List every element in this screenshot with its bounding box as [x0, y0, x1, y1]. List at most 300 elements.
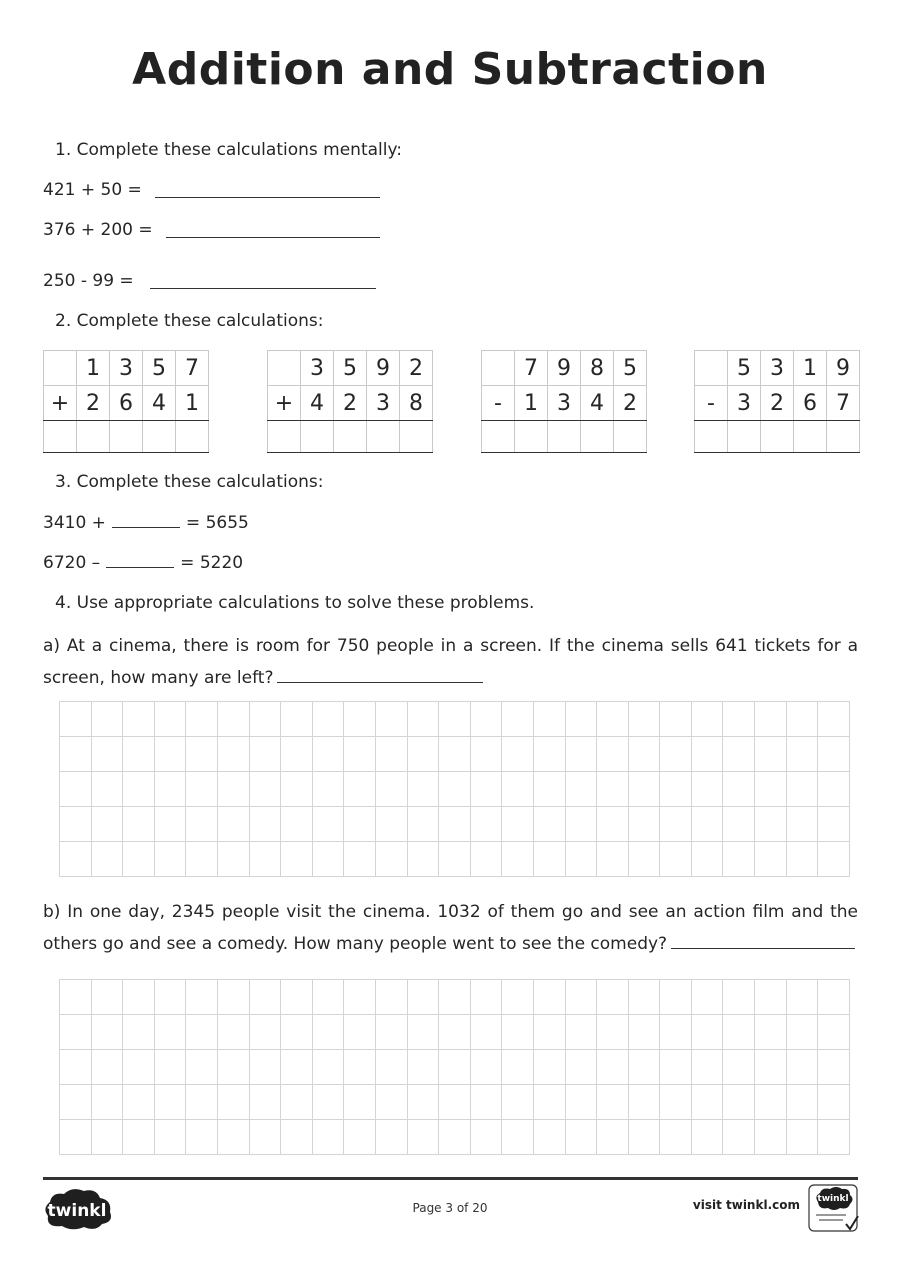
working-grid-cell[interactable] [91, 1015, 123, 1050]
working-grid-cell[interactable] [281, 842, 313, 877]
working-grid-cell[interactable] [818, 1085, 850, 1120]
answer-cell[interactable] [44, 421, 77, 453]
working-grid-cell[interactable] [597, 772, 629, 807]
working-grid-cell[interactable] [375, 1015, 407, 1050]
working-grid-cell[interactable] [628, 807, 660, 842]
grid-cell: 6 [794, 386, 827, 421]
working-grid-cell[interactable] [565, 807, 597, 842]
working-grid-cell[interactable] [755, 807, 787, 842]
working-grid-cell[interactable] [154, 1085, 186, 1120]
answer-cell[interactable] [176, 421, 209, 453]
working-grid-cell[interactable] [786, 980, 818, 1015]
working-grid-cell[interactable] [344, 1120, 376, 1155]
working-grid-cell[interactable] [565, 1050, 597, 1085]
working-grid-cell[interactable] [407, 1085, 439, 1120]
working-grid-cell[interactable] [249, 1085, 281, 1120]
working-grid-cell[interactable] [281, 702, 313, 737]
working-grid-cell[interactable] [186, 807, 218, 842]
working-grid-cell[interactable] [281, 1015, 313, 1050]
grid-cell: 4 [581, 386, 614, 421]
working-grid-cell[interactable] [407, 772, 439, 807]
working-grid-cell[interactable] [470, 1050, 502, 1085]
answer-cell[interactable] [548, 421, 581, 453]
grid-cell: - [695, 386, 728, 421]
working-grid-cell[interactable] [597, 980, 629, 1015]
answer-cell[interactable] [581, 421, 614, 453]
working-grid-cell[interactable] [60, 1085, 92, 1120]
working-grid-cell[interactable] [597, 737, 629, 772]
working-grid-cell[interactable] [786, 807, 818, 842]
answer-cell[interactable] [334, 421, 367, 453]
answer-cell[interactable] [614, 421, 647, 453]
working-grid-cell[interactable] [533, 1120, 565, 1155]
working-grid-cell[interactable] [660, 842, 692, 877]
working-grid-cell[interactable] [755, 980, 787, 1015]
working-grid-cell[interactable] [502, 1120, 534, 1155]
working-grid-cell[interactable] [281, 1120, 313, 1155]
grid-cell: 7 [827, 386, 860, 421]
working-grid-cell[interactable] [123, 772, 155, 807]
answer-cell[interactable] [515, 421, 548, 453]
working-grid-cell[interactable] [60, 702, 92, 737]
answer-cell[interactable] [367, 421, 400, 453]
working-grid-cell[interactable] [439, 702, 471, 737]
working-grid-cell[interactable] [755, 772, 787, 807]
working-grid-cell[interactable] [217, 1085, 249, 1120]
working-grid-cell[interactable] [154, 702, 186, 737]
working-grid-cell[interactable] [723, 1015, 755, 1050]
working-grid-cell[interactable] [470, 702, 502, 737]
working-grid-cell[interactable] [60, 1015, 92, 1050]
working-grid-cell[interactable] [818, 772, 850, 807]
working-grid-cell[interactable] [375, 702, 407, 737]
working-grid-cell[interactable] [154, 772, 186, 807]
working-grid-cell[interactable] [691, 807, 723, 842]
working-grid-cell[interactable] [154, 807, 186, 842]
working-grid-cell[interactable] [533, 737, 565, 772]
working-grid-cell[interactable] [755, 702, 787, 737]
working-grid-cell[interactable] [723, 807, 755, 842]
twinkl-logo-text: twinkl [47, 1201, 107, 1221]
q1-answer-line-3[interactable] [150, 288, 376, 289]
working-grid-cell[interactable] [786, 1050, 818, 1085]
answer-cell[interactable] [301, 421, 334, 453]
working-grid-cell[interactable] [502, 842, 534, 877]
working-grid-cell[interactable] [818, 842, 850, 877]
working-grid-cell[interactable] [818, 807, 850, 842]
working-grid-cell[interactable] [691, 980, 723, 1015]
working-grid-cell[interactable] [818, 1120, 850, 1155]
working-grid-cell[interactable] [660, 1085, 692, 1120]
working-grid-cell[interactable] [60, 807, 92, 842]
answer-cell[interactable] [77, 421, 110, 453]
working-grid-cell[interactable] [60, 980, 92, 1015]
working-grid-cell[interactable] [818, 1050, 850, 1085]
q1-heading: 1. Complete these calculations mentally: [55, 140, 403, 160]
working-grid-cell[interactable] [407, 737, 439, 772]
working-grid-cell[interactable] [502, 1015, 534, 1050]
answer-cell[interactable] [794, 421, 827, 453]
working-grid-cell[interactable] [375, 1120, 407, 1155]
working-grid-cell[interactable] [502, 702, 534, 737]
working-grid-cell[interactable] [217, 807, 249, 842]
working-grid-cell[interactable] [439, 1015, 471, 1050]
working-grid-cell[interactable] [502, 737, 534, 772]
answer-cell[interactable] [827, 421, 860, 453]
working-grid-cell[interactable] [628, 1120, 660, 1155]
working-grid-b[interactable] [59, 979, 850, 1155]
working-grid-cell[interactable] [123, 1120, 155, 1155]
working-grid-cell[interactable] [660, 980, 692, 1015]
working-grid-cell[interactable] [344, 842, 376, 877]
working-grid-cell[interactable] [91, 1120, 123, 1155]
working-grid-cell[interactable] [249, 980, 281, 1015]
working-grid-cell[interactable] [565, 737, 597, 772]
working-grid-cell[interactable] [249, 737, 281, 772]
working-grid-cell[interactable] [154, 980, 186, 1015]
working-grid-cell[interactable] [628, 1050, 660, 1085]
working-grid-cell[interactable] [786, 737, 818, 772]
working-grid-cell[interactable] [60, 772, 92, 807]
working-grid-cell[interactable] [533, 702, 565, 737]
working-grid-cell[interactable] [312, 1015, 344, 1050]
working-grid-cell[interactable] [249, 1050, 281, 1085]
working-grid-cell[interactable] [502, 807, 534, 842]
answer-cell[interactable] [761, 421, 794, 453]
working-grid-cell[interactable] [312, 737, 344, 772]
grid-cell: - [482, 386, 515, 421]
grid-cell: 3 [761, 351, 794, 386]
working-grid-cell[interactable] [786, 842, 818, 877]
answer-cell[interactable] [695, 421, 728, 453]
working-grid-cell[interactable] [154, 1015, 186, 1050]
working-grid-cell[interactable] [628, 1085, 660, 1120]
working-grid-cell[interactable] [186, 842, 218, 877]
working-grid-cell[interactable] [565, 772, 597, 807]
answer-cell[interactable] [728, 421, 761, 453]
working-grid-cell[interactable] [818, 980, 850, 1015]
working-grid-cell[interactable] [818, 702, 850, 737]
working-grid-cell[interactable] [344, 737, 376, 772]
working-grid-cell[interactable] [375, 1085, 407, 1120]
working-grid-cell[interactable] [533, 1050, 565, 1085]
working-grid-cell[interactable] [344, 980, 376, 1015]
working-grid-cell[interactable] [755, 737, 787, 772]
calc-grid-3 [481, 350, 647, 453]
working-grid-cell[interactable] [723, 737, 755, 772]
working-grid-cell[interactable] [565, 980, 597, 1015]
working-grid-cell[interactable] [628, 737, 660, 772]
working-grid-cell[interactable] [691, 772, 723, 807]
working-grid-cell[interactable] [597, 1120, 629, 1155]
working-grid-cell[interactable] [818, 737, 850, 772]
working-grid-cell[interactable] [186, 1015, 218, 1050]
working-grid-cell[interactable] [439, 980, 471, 1015]
working-grid-cell[interactable] [60, 1050, 92, 1085]
working-grid-cell[interactable] [439, 1050, 471, 1085]
working-grid-cell[interactable] [502, 980, 534, 1015]
working-grid-cell[interactable] [470, 772, 502, 807]
working-grid-cell[interactable] [439, 807, 471, 842]
answer-cell[interactable] [143, 421, 176, 453]
working-grid-cell[interactable] [281, 807, 313, 842]
working-grid-cell[interactable] [533, 807, 565, 842]
working-grid-cell[interactable] [375, 842, 407, 877]
q4-heading: 4. Use appropriate calculations to solve these problems. [55, 593, 535, 613]
working-grid-cell[interactable] [502, 1085, 534, 1120]
working-grid-cell[interactable] [217, 702, 249, 737]
q4b-answer-line[interactable] [671, 947, 855, 949]
working-grid-cell[interactable] [186, 772, 218, 807]
working-grid-cell[interactable] [597, 1085, 629, 1120]
working-grid-cell[interactable] [249, 842, 281, 877]
working-grid-cell[interactable] [344, 1050, 376, 1085]
working-grid-cell[interactable] [312, 807, 344, 842]
working-grid-cell[interactable] [628, 772, 660, 807]
working-grid-cell[interactable] [786, 702, 818, 737]
working-grid-cell[interactable] [186, 737, 218, 772]
working-grid-cell[interactable] [533, 1085, 565, 1120]
working-grid-cell[interactable] [217, 772, 249, 807]
working-grid-cell[interactable] [91, 737, 123, 772]
working-grid-cell[interactable] [565, 1120, 597, 1155]
working-grid-cell[interactable] [723, 1050, 755, 1085]
working-grid-cell[interactable] [660, 1120, 692, 1155]
q4a-line-1: a) At a cinema, there is room for 750 people in a screen. If the cinema sells 641 tickets for a [43, 636, 858, 656]
working-grid-cell[interactable] [502, 1050, 534, 1085]
page-number: Page 3 of 20 [412, 1201, 488, 1215]
working-grid-cell[interactable] [691, 842, 723, 877]
working-grid-cell[interactable] [470, 737, 502, 772]
working-grid-cell[interactable] [91, 807, 123, 842]
working-grid-cell[interactable] [691, 702, 723, 737]
working-grid-cell[interactable] [123, 737, 155, 772]
working-grid-cell[interactable] [344, 702, 376, 737]
working-grid-cell[interactable] [786, 1015, 818, 1050]
working-grid-cell[interactable] [123, 807, 155, 842]
working-grid-cell[interactable] [533, 980, 565, 1015]
working-grid-cell[interactable] [312, 1050, 344, 1085]
q4b-text [43, 896, 858, 960]
working-grid-cell[interactable] [154, 1050, 186, 1085]
working-grid-cell[interactable] [281, 1050, 313, 1085]
answer-cell[interactable] [268, 421, 301, 453]
q3-item-2 [43, 553, 243, 573]
working-grid-cell[interactable] [281, 1085, 313, 1120]
working-grid-cell[interactable] [533, 842, 565, 877]
working-grid-cell[interactable] [375, 980, 407, 1015]
working-grid-cell[interactable] [755, 1085, 787, 1120]
working-grid-cell[interactable] [312, 702, 344, 737]
working-grid-cell[interactable] [123, 980, 155, 1015]
q3-blank-1[interactable] [112, 526, 180, 528]
working-grid-cell[interactable] [660, 737, 692, 772]
working-grid-cell[interactable] [470, 1085, 502, 1120]
answer-cell[interactable] [482, 421, 515, 453]
working-grid-cell[interactable] [375, 1050, 407, 1085]
working-grid-cell[interactable] [249, 1120, 281, 1155]
visit-link[interactable]: visit twinkl.com [692, 1198, 800, 1212]
working-grid-cell[interactable] [533, 1015, 565, 1050]
working-grid-cell[interactable] [91, 1050, 123, 1085]
working-grid-cell[interactable] [407, 702, 439, 737]
working-grid-cell[interactable] [249, 807, 281, 842]
working-grid-cell[interactable] [660, 1015, 692, 1050]
working-grid-cell[interactable] [755, 1050, 787, 1085]
working-grid-cell[interactable] [312, 772, 344, 807]
working-grid-cell[interactable] [691, 737, 723, 772]
q4a-answer-line[interactable] [277, 681, 483, 683]
working-grid-cell[interactable] [249, 1015, 281, 1050]
working-grid-cell[interactable] [312, 980, 344, 1015]
working-grid-cell[interactable] [249, 772, 281, 807]
working-grid-cell[interactable] [786, 772, 818, 807]
grid-cell: 8 [400, 386, 433, 421]
working-grid-cell[interactable] [375, 737, 407, 772]
working-grid-cell[interactable] [597, 842, 629, 877]
working-grid-cell[interactable] [281, 980, 313, 1015]
working-grid-cell[interactable] [154, 737, 186, 772]
working-grid-cell[interactable] [723, 772, 755, 807]
working-grid-cell[interactable] [691, 1085, 723, 1120]
working-grid-cell[interactable] [217, 737, 249, 772]
working-grid-cell[interactable] [470, 807, 502, 842]
working-grid-cell[interactable] [123, 842, 155, 877]
working-grid-cell[interactable] [186, 980, 218, 1015]
working-grid-cell[interactable] [628, 980, 660, 1015]
working-grid-cell[interactable] [186, 1120, 218, 1155]
working-grid-cell[interactable] [691, 1015, 723, 1050]
working-grid-cell[interactable] [344, 807, 376, 842]
working-grid-cell[interactable] [154, 842, 186, 877]
working-grid-cell[interactable] [312, 1120, 344, 1155]
working-grid-cell[interactable] [217, 842, 249, 877]
working-grid-cell[interactable] [565, 1015, 597, 1050]
working-grid-cell[interactable] [691, 1120, 723, 1155]
working-grid-cell[interactable] [217, 1120, 249, 1155]
working-grid-cell[interactable] [407, 807, 439, 842]
working-grid-cell[interactable] [439, 842, 471, 877]
working-grid-cell[interactable] [470, 1120, 502, 1155]
working-grid-cell[interactable] [565, 702, 597, 737]
working-grid-cell[interactable] [439, 737, 471, 772]
working-grid-cell[interactable] [154, 1120, 186, 1155]
working-grid-cell[interactable] [660, 1050, 692, 1085]
working-grid-cell[interactable] [123, 1085, 155, 1120]
working-grid-cell[interactable] [407, 842, 439, 877]
working-grid-cell[interactable] [660, 702, 692, 737]
working-grid-cell[interactable] [470, 980, 502, 1015]
working-grid-cell[interactable] [502, 772, 534, 807]
working-grid-cell[interactable] [597, 807, 629, 842]
working-grid-cell[interactable] [186, 1085, 218, 1120]
working-grid-cell[interactable] [217, 980, 249, 1015]
working-grid-cell[interactable] [597, 702, 629, 737]
working-grid-cell[interactable] [91, 772, 123, 807]
q1-answer-line-2[interactable] [166, 237, 380, 238]
working-grid-cell[interactable] [755, 1120, 787, 1155]
working-grid-cell[interactable] [344, 1015, 376, 1050]
answer-cell[interactable] [400, 421, 433, 453]
working-grid-cell[interactable] [281, 772, 313, 807]
working-grid-cell[interactable] [723, 702, 755, 737]
working-grid-cell[interactable] [91, 702, 123, 737]
working-grid-cell[interactable] [407, 980, 439, 1015]
working-grid-cell[interactable] [470, 842, 502, 877]
working-grid-cell[interactable] [217, 1015, 249, 1050]
working-grid-cell[interactable] [628, 842, 660, 877]
working-grid-cell[interactable] [439, 1120, 471, 1155]
working-grid-cell[interactable] [407, 1015, 439, 1050]
working-grid-cell[interactable] [439, 1085, 471, 1120]
working-grid-cell[interactable] [470, 1015, 502, 1050]
working-grid-cell[interactable] [407, 1050, 439, 1085]
working-grid-cell[interactable] [786, 1085, 818, 1120]
working-grid-cell[interactable] [375, 807, 407, 842]
working-grid-cell[interactable] [217, 1050, 249, 1085]
working-grid-cell[interactable] [249, 702, 281, 737]
working-grid-cell[interactable] [628, 1015, 660, 1050]
working-grid-cell[interactable] [660, 807, 692, 842]
working-grid-cell[interactable] [755, 1015, 787, 1050]
q1-answer-line-1[interactable] [155, 197, 380, 198]
working-grid-cell[interactable] [375, 772, 407, 807]
working-grid-cell[interactable] [91, 980, 123, 1015]
working-grid-cell[interactable] [723, 980, 755, 1015]
working-grid-cell[interactable] [60, 737, 92, 772]
answer-cell[interactable] [110, 421, 143, 453]
working-grid-cell[interactable] [407, 1120, 439, 1155]
working-grid-cell[interactable] [91, 1085, 123, 1120]
working-grid-cell[interactable] [818, 1015, 850, 1050]
working-grid-cell[interactable] [60, 842, 92, 877]
working-grid-cell[interactable] [628, 702, 660, 737]
working-grid-cell[interactable] [344, 1085, 376, 1120]
working-grid-cell[interactable] [123, 1015, 155, 1050]
working-grid-cell[interactable] [691, 1050, 723, 1085]
working-grid-cell[interactable] [723, 1120, 755, 1155]
working-grid-cell[interactable] [123, 1050, 155, 1085]
working-grid-cell[interactable] [565, 842, 597, 877]
working-grid-cell[interactable] [660, 772, 692, 807]
working-grid-cell[interactable] [597, 1050, 629, 1085]
q2-heading: 2. Complete these calculations: [55, 311, 324, 331]
working-grid-a[interactable] [59, 701, 850, 877]
grid-cell: 2 [334, 386, 367, 421]
q3-item-2-left: 6720 – [43, 553, 101, 573]
working-grid-cell[interactable] [755, 842, 787, 877]
working-grid-cell[interactable] [597, 1015, 629, 1050]
working-grid-cell[interactable] [786, 1120, 818, 1155]
working-grid-cell[interactable] [533, 772, 565, 807]
working-grid-cell[interactable] [91, 842, 123, 877]
q4a-text [43, 630, 858, 694]
working-grid-cell[interactable] [439, 772, 471, 807]
grid-cell: 7 [176, 351, 209, 386]
working-grid-cell[interactable] [186, 1050, 218, 1085]
working-grid-cell[interactable] [723, 842, 755, 877]
working-grid-cell[interactable] [60, 1120, 92, 1155]
working-grid-cell[interactable] [312, 842, 344, 877]
working-grid-cell[interactable] [312, 1085, 344, 1120]
working-grid-cell[interactable] [281, 737, 313, 772]
working-grid-cell[interactable] [565, 1085, 597, 1120]
working-grid-cell[interactable] [186, 702, 218, 737]
q3-blank-2[interactable] [106, 566, 174, 568]
working-grid-cell[interactable] [123, 702, 155, 737]
working-grid-cell[interactable] [344, 772, 376, 807]
working-grid-cell[interactable] [723, 1085, 755, 1120]
